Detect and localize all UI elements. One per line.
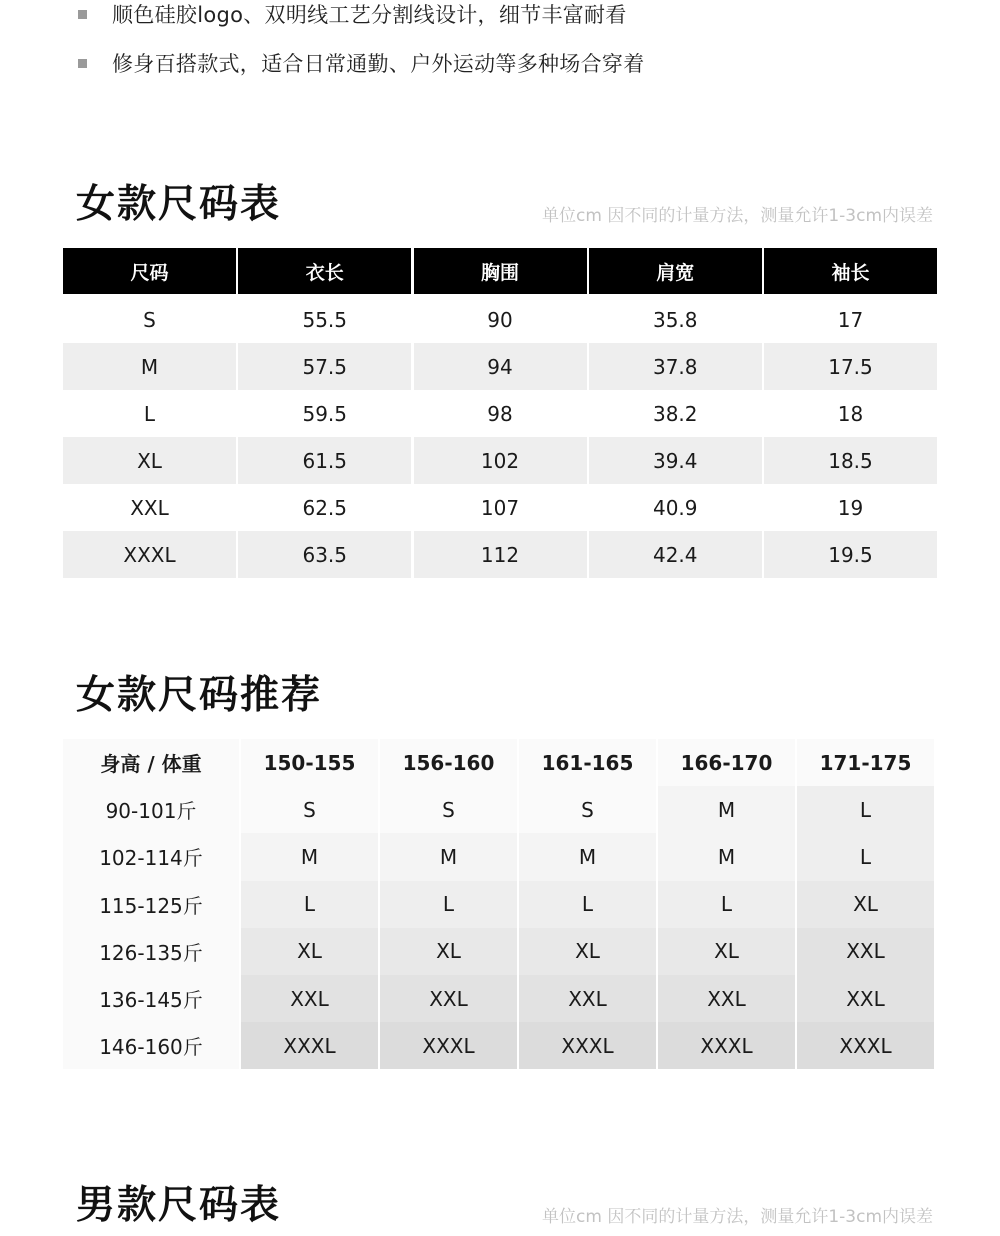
table-cell: 55.5 bbox=[238, 296, 411, 343]
recommend-cell: XL bbox=[241, 928, 378, 975]
women-size-table bbox=[63, 248, 937, 578]
size-table-header-cell: 袖长 bbox=[764, 248, 937, 294]
recommend-cell: XXL bbox=[380, 975, 517, 1022]
men-size-table-title: 男款尺码表 bbox=[76, 1183, 282, 1228]
weight-label: 90-101斤 bbox=[63, 786, 239, 833]
recommend-header-cell: 161-165 bbox=[519, 739, 656, 786]
recommend-header-cell: 身高 / 体重 bbox=[63, 739, 239, 786]
table-cell: 102 bbox=[414, 437, 587, 484]
recommend-cell: XXXL bbox=[519, 1022, 656, 1069]
table-cell: 17.5 bbox=[764, 343, 937, 390]
table-cell: 63.5 bbox=[238, 531, 411, 578]
weight-label: 146-160斤 bbox=[63, 1022, 239, 1069]
recommend-cell: XXXL bbox=[797, 1022, 934, 1069]
table-row bbox=[63, 1022, 937, 1069]
table-cell: 39.4 bbox=[589, 437, 762, 484]
table-cell: 62.5 bbox=[238, 484, 411, 531]
table-cell: 19 bbox=[764, 484, 937, 531]
table-row bbox=[63, 531, 937, 578]
recommend-cell: XXL bbox=[658, 975, 795, 1022]
table-row bbox=[63, 484, 937, 531]
recommend-header-cell: 171-175 bbox=[797, 739, 934, 786]
recommend-cell: XL bbox=[380, 928, 517, 975]
weight-label: 136-145斤 bbox=[63, 975, 239, 1022]
table-cell: 40.9 bbox=[589, 484, 762, 531]
recommend-cell: L bbox=[658, 881, 795, 928]
table-cell: 98 bbox=[414, 390, 587, 437]
weight-label: 126-135斤 bbox=[63, 928, 239, 975]
recommend-header-cell: 156-160 bbox=[380, 739, 517, 786]
recommend-cell: L bbox=[519, 881, 656, 928]
recommend-cell: L bbox=[797, 833, 934, 880]
table-cell: 90 bbox=[414, 296, 587, 343]
recommend-cell: L bbox=[797, 786, 934, 833]
recommend-cell: XXXL bbox=[241, 1022, 378, 1069]
table-cell: 57.5 bbox=[238, 343, 411, 390]
table-cell: XL bbox=[63, 437, 236, 484]
table-row bbox=[63, 833, 937, 880]
recommend-header-cell: 150-155 bbox=[241, 739, 378, 786]
recommend-cell: XL bbox=[519, 928, 656, 975]
table-row bbox=[63, 881, 937, 928]
feature-text: 修身百搭款式，适合日常通勤、户外运动等多种场合穿着 bbox=[112, 52, 645, 76]
recommend-cell: XXXL bbox=[380, 1022, 517, 1069]
recommend-cell: L bbox=[241, 881, 378, 928]
table-row bbox=[63, 296, 937, 343]
table-cell: L bbox=[63, 390, 236, 437]
table-cell: 38.2 bbox=[589, 390, 762, 437]
feature-bullet bbox=[78, 49, 645, 77]
women-size-table-title: 女款尺码表 bbox=[76, 182, 282, 227]
table-row bbox=[63, 786, 937, 833]
table-cell: 18 bbox=[764, 390, 937, 437]
table-cell: 18.5 bbox=[764, 437, 937, 484]
table-row bbox=[63, 975, 937, 1022]
recommend-cell: XXL bbox=[797, 928, 934, 975]
table-cell: M bbox=[63, 343, 236, 390]
table-cell: 107 bbox=[414, 484, 587, 531]
table-cell: 61.5 bbox=[238, 437, 411, 484]
weight-label: 115-125斤 bbox=[63, 881, 239, 928]
recommend-cell: L bbox=[380, 881, 517, 928]
feature-text: 顺色硅胶logo、双明线工艺分割线设计，细节丰富耐看 bbox=[112, 3, 627, 27]
table-cell: XXL bbox=[63, 484, 236, 531]
table-cell: 42.4 bbox=[589, 531, 762, 578]
recommend-cell: M bbox=[658, 786, 795, 833]
recommend-cell: XXL bbox=[241, 975, 378, 1022]
square-bullet-icon bbox=[78, 10, 87, 19]
size-table-header-cell: 胸围 bbox=[414, 248, 587, 294]
size-table-header-cell: 肩宽 bbox=[589, 248, 762, 294]
table-cell: 19.5 bbox=[764, 531, 937, 578]
recommend-cell: S bbox=[241, 786, 378, 833]
women-size-table-note: 单位cm 因不同的计量方法，测量允许1-3cm内误差 bbox=[542, 206, 933, 226]
size-table-header-row bbox=[63, 248, 937, 294]
table-cell: 37.8 bbox=[589, 343, 762, 390]
feature-bullet bbox=[78, 0, 627, 28]
table-cell: 112 bbox=[414, 531, 587, 578]
recommend-header-cell: 166-170 bbox=[658, 739, 795, 786]
recommend-cell: XXXL bbox=[658, 1022, 795, 1069]
recommend-cell: XXL bbox=[797, 975, 934, 1022]
table-cell: S bbox=[63, 296, 236, 343]
table-row bbox=[63, 343, 937, 390]
table-row bbox=[63, 928, 937, 975]
recommend-cell: M bbox=[519, 833, 656, 880]
women-size-recommend-table bbox=[63, 739, 937, 1069]
recommend-cell: M bbox=[241, 833, 378, 880]
men-size-table-note: 单位cm 因不同的计量方法，测量允许1-3cm内误差 bbox=[542, 1207, 933, 1227]
recommend-cell: S bbox=[519, 786, 656, 833]
recommend-header-row bbox=[63, 739, 937, 786]
table-cell: XXXL bbox=[63, 531, 236, 578]
square-bullet-icon bbox=[78, 59, 87, 68]
weight-label: 102-114斤 bbox=[63, 833, 239, 880]
recommend-cell: XL bbox=[797, 881, 934, 928]
table-row bbox=[63, 390, 937, 437]
table-cell: 94 bbox=[414, 343, 587, 390]
size-table-header-cell: 尺码 bbox=[63, 248, 236, 294]
recommend-cell: M bbox=[658, 833, 795, 880]
table-cell: 59.5 bbox=[238, 390, 411, 437]
table-cell: 17 bbox=[764, 296, 937, 343]
table-cell: 35.8 bbox=[589, 296, 762, 343]
recommend-cell: XXL bbox=[519, 975, 656, 1022]
size-table-header-cell: 衣长 bbox=[238, 248, 411, 294]
recommend-cell: S bbox=[380, 786, 517, 833]
table-row bbox=[63, 437, 937, 484]
women-recommend-title: 女款尺码推荐 bbox=[76, 673, 323, 718]
recommend-cell: XL bbox=[658, 928, 795, 975]
recommend-cell: M bbox=[380, 833, 517, 880]
